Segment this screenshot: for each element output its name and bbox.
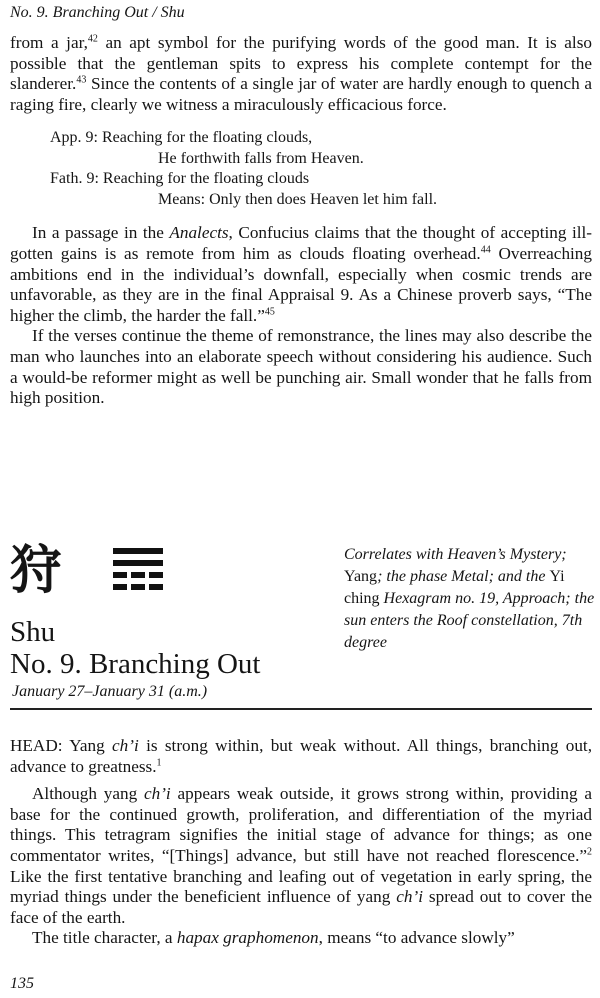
verse-appraisal-cont: He forthwith falls from Heaven. [158,149,364,167]
commentary-bottom [10,736,592,949]
verse-fathoming-cont: Means: Only then does Heaven let him fall. [158,190,438,208]
verse-fathoming: Fath. 9: Reaching for the floating clouds [50,170,310,188]
paragraph: If the verses continue the theme of remonstrance, the lines may also describe the man who launches into an elaborate speech without considering his audience. Such a would-be reformer might as well be punching air. Small wonder that he falls from high position. [10,326,592,408]
paragraph: The title character, a hapax graphomenon, means “to advance slowly” [32,928,515,948]
paragraph: In a passage in the Analects, Confucius claims that the thought of accepting ill-gotten gains is as remote from him as clouds floating overhead.$^{44}$ Overreaching ambitions end in the individual’s downfall, especially when cosmic trends are unfavorable, as they are in the final Appraisal 9. As a Chinese proverb says, “The higher the climb, the harder the fall.”$^{45}$ [10,223,593,325]
paragraph: Although yang ch’i appears weak outside, it grows strong within, providing a base for the continued growth, proliferation, and differentiation of the myriad things. This tetragram signifies the initial stage of advance for things; as one commentator writes, “[Things] advance, but still have not reached florescence.”$^2$ Like the first tentative branching and leafing out of vegetation in early spring, the myriad things under the beneficient influence of yang ch’i spread out to cover the face of the earth. [10,784,592,927]
tetragram-dates: January 27–January 31 (a.m.) [12,683,208,700]
correlates-note: Correlates with Heaven’s Mystery; Yang; the phase Metal; and the Yi ching Hexagram no. 19, Approach; the sun enters the Roof constellation, 7th degree [344,546,595,651]
running-head: No. 9. Branching Out / Shu [10,4,185,21]
page-number: 135 [10,975,34,992]
verse-appraisal: App. 9: Reaching for the floating clouds, [50,129,313,147]
tetragram-name: Shu [10,616,56,648]
chinese-character: 狩 [10,541,63,601]
verses [50,128,592,210]
paragraph: from a jar,$^{42}$ an apt symbol for the purifying words of the good man. It is also possible that the gentleman spits to express his complete contempt for the slanderer.$^{43}$ Since the contents of a single jar of water are hardly enough to quench a raging fire, clearly we witness a miraculously efficacious force. [10,33,592,114]
tetragram-icon [113,548,163,596]
tetragram-title: No. 9. Branching Out [10,648,261,680]
commentary-top [10,33,592,409]
head-paragraph: HEAD: Yang ch’i is strong within, but weak without. All things, branching out, advance to greatness.$^1$ [10,736,592,776]
divider [10,708,592,710]
